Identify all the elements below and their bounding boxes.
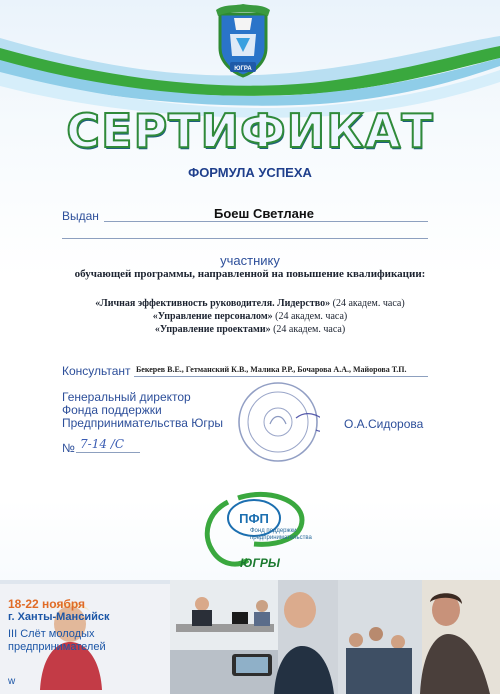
course-1 <box>0 298 500 309</box>
fund-logo-name: ЮГРЫ <box>240 556 280 570</box>
banner-forum-line-2: предпринимателей <box>8 641 106 653</box>
course-1-hours: (24 академ. часа) <box>330 298 405 309</box>
fund-logo-text-2: предпринимательства <box>250 535 312 541</box>
course-3-name: «Управление проектами» <box>154 324 271 335</box>
number-underline <box>76 452 140 453</box>
director-line-3: Предпринимательства Югры <box>62 416 224 430</box>
course-1-name: «Личная эффективность руководителя. Лидерство» <box>95 298 331 309</box>
consultant-underline <box>134 376 428 377</box>
course-2-name: «Управление персоналом» <box>152 311 273 322</box>
director-name: О.А.Сидорова <box>344 417 424 431</box>
fund-logo-mark: ПФП <box>239 511 269 526</box>
director-line-2: Фонда поддержки <box>62 403 162 417</box>
director-line-1: Генеральный директор <box>62 390 191 404</box>
consultant-names: Бекерев В.Е., Гетманский К.В., Малика Р.Р., Бочарова А.А., Майорова Т.П. <box>136 365 407 374</box>
participant-label: участнику <box>220 253 280 268</box>
course-3-hours: (24 академ. часа) <box>270 324 346 335</box>
issued-label: Выдан <box>62 209 99 223</box>
consultant-label: Консультант <box>62 364 131 378</box>
emblem-caption: ЮГРА <box>234 66 252 72</box>
recipient-underline <box>104 221 428 222</box>
yugra-emblem-icon <box>214 4 272 80</box>
official-stamp-icon <box>236 380 320 464</box>
certificate-title: СЕРТИФИКАТ <box>66 104 434 158</box>
banner-forum <box>8 628 106 654</box>
course-2 <box>0 311 500 322</box>
program-line: обучающей программы, направленной на повышение квалификации: <box>74 268 426 280</box>
banner-footer: w <box>8 676 16 687</box>
banner-date: 18-22 ноября <box>8 597 86 611</box>
course-3 <box>0 324 500 335</box>
banner-forum-line-1: III Слёт молодых <box>8 628 95 640</box>
blank-underline <box>62 238 428 239</box>
fund-logo-text-1: Фонд поддержки <box>250 528 297 534</box>
number-label: № <box>62 441 75 455</box>
certificate-number: 7-14 /С <box>80 437 124 451</box>
recipient-name: Боеш Светлане <box>214 206 314 221</box>
course-2-hours: (24 академ. часа) <box>272 311 348 322</box>
banner-city: г. Ханты-Мансийск <box>8 611 110 623</box>
certificate-subtitle: ФОРМУЛА УСПЕХА <box>188 165 312 180</box>
fund-logo-text <box>250 528 312 542</box>
